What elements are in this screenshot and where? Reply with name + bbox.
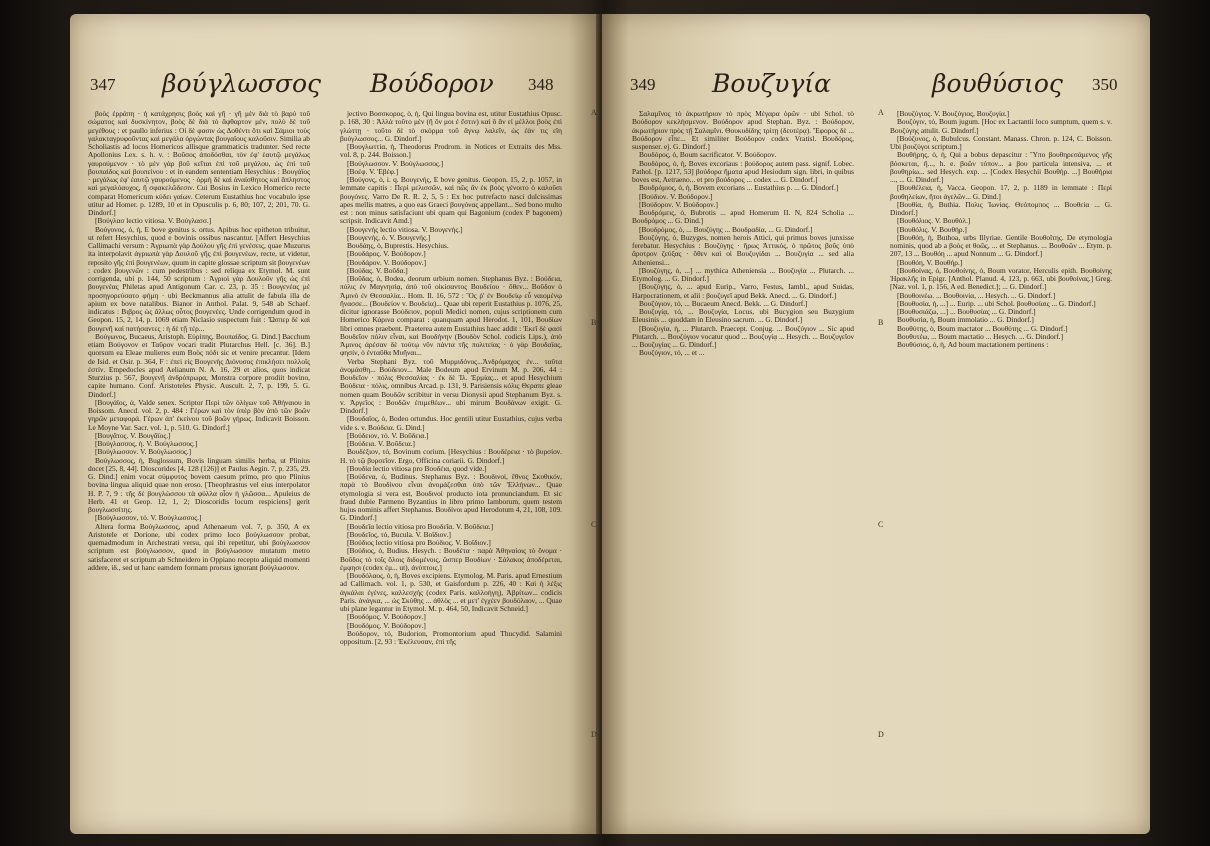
- dictionary-entry: [Βουγενής, ὁ. V. Βουγενής.]: [347, 232, 431, 242]
- page-number-348: 348: [528, 75, 554, 94]
- dictionary-entry: Βούγονος, ὁ, ἡ, E bove genitus s. ortus. Apibus hoc epitheton tribuitur, ut refert Hesychius, quod e bovinis ossibus nascantur. [Affert Hesychius Callimachi versum : Ἀγριωπὰ γὰρ Δούλου γῆς ἐπὶ γενέσεις, quae Muzurus ita interpolavit ἀγριωπὰ γὰρ Δουλοῦ γῆς ἐπὶ βουγενέων, recte, ut videtur, reposito γῆς ἐπὶ βουγενέων, quum in capite glossae scriptum sit βουγενέων : codex βουγενῶν : cum pedestribus : sed reliqua ex Etymol. M. sunt corrigenda, ubi p. 144, 50 scriptum : Ἀγριοὶ γὰρ Δουλοῦν γῆς ὡς ἐπὶ βουγενέας Philetas apud Antigonum Car. c. 23, p. 35 : Βουγενέας μὲ προσηγορεύσατο φήμη · ubi Beckmannus alia attulit de fabula illa de apium ex bove natalibus. Bianor in Anthol. Palat. 9, 548 ab Schaef. indicatus : Βιβρος ὡς ἄλλως οὗτος βουγενέες. Unde corrigendum quod in Geopon. 15, 2, 14, p. 1069 etiam Niclasio suspectum fuit : Ὥσπερ δὲ καὶ βουγενῆ καὶ πατήσαντες : ἡ δὲ τῇ τέρ...: [88, 224, 310, 333]
- dictionary-entry: [Βούγλωσσον, τό. V. Βούγλωσσος.]: [95, 513, 202, 523]
- dictionary-entry: [Βουζυγία, ἡ, ... Plutarch. Praecept. Conjug. ... Βουζύγιον ... Sic apud Plutarch. ... Βουζύγιον vocatur quod ... Βουζυγίᾳ ... Hesych. ... Βουζυγεῖον ... Βουζυγίας ... G. Dindorf.]: [632, 323, 854, 349]
- dictionary-entry: [Βουθόη, V. Βουθήρ.]: [897, 257, 963, 267]
- dictionary-entry: jectivo Βοσσκορος, ὁ, ἡ, Qui lingua bovina est, utitur Eustathius Opusc. p. 168, 30 : Ἀλλὰ τοῦτο μὲν (ἢ ὅν μοι ἐ ἔστιν) καὶ ὅ ἄν εἰ μέλλοι βοὸς ἐπὶ γλώττῃ · τοῦτο δὲ τὸ σκόρμα τοῦ ἄγνῳ λαλεῖν, ὡς ἐὰν τις εἴη βούγλωσσος... G. Dindorf.]: [340, 110, 562, 143]
- dictionary-entry: [Βουθόη, ἡ, Buthoa, urbs Illyriae. Gentile Βουθοΐτης. De etymologia nominis, quod ab a βοὸς et θοῶς, ... et Stephanus. ... Βουθοῶν ... Etym. p. 207, 13 ... Βουθόη ... apud Nonnum ... G. Dindorf.]: [890, 232, 1112, 259]
- page-number-349: 349: [630, 75, 656, 94]
- dictionary-entry: Verba Stephani Byz. τοῦ Μυρμιδόνος...Ἀνδρόμαχος ἐν... ταῦτα ἀνομάσθη... Βούδειον... Male Bodeum apud Ervinum M. p. 206, 44 : Βουδεῖον · πόλις Θεσσαλίας · ἐκ δὲ Ἰλ. Ἐρμίας... et apud Hesychium Βούδεια · πόλις, omnibus Arcad. p. 131, 9. Parisiensis κόλις Θεραπε gleae nomen quam Βουδῶν scribitur in versu Dionysii apud Stephanum Byz. s. v. Ἀργεῖος : Βουδῶν ἐπιμεθέων... ubi mirum Βουδάνων exigit. G. Dindorf.]: [340, 356, 562, 415]
- dictionary-entry: [Βουθέλεια, ἡ, Vacca. Geopon. 17, 2, p. 1189 in lemmate : Περὶ βουθηλείων, ἤτοι ἀγελῶν... G. Dind.]: [890, 183, 1112, 201]
- dictionary-entry: [Βουθία, ἡ, Buthia. Πολις Ἰωνίας. Θεόπομπος ... Βουθεία ... G. Dindorf.]: [890, 199, 1112, 217]
- dictionary-entry: Βουζύγιον, τό, ... Bucaeum Anecd. Bekk. ... G. Dindorf.]: [639, 298, 808, 308]
- dictionary-entry: [Βουζύγιος. V. Βουζύγιος, Βουζυγία.]: [897, 110, 1010, 118]
- dictionary-entry: [Βούγονς, ὁ, i. q. Βουγενής, E bove genitus. Geopon. 15, 2, p. 1057, in lemmate capitis : Περὶ μελισσῶν, καὶ πῶς ἂν ἐκ βοὸς γένοιτο ὁ καλοῦσι βουγόνες. Varro De R. R. 2, 5, 5 : Ex hoc putrefacto nasci dulcissimas apes mellis matres, a quo eas Graeci βουγόνας appellant... Sed bono multo est : non minus satisfaciunt ubi quam qui Bagonium (codex Ρ bagonem) scripsit. Indicavit Amd.]: [340, 175, 562, 226]
- dictionary-entry: [Βούγλασ lectio vitiosa. V. Βούγλασσ.]: [95, 216, 212, 226]
- dictionary-entry: Βούγλωσσος, ἡ, Buglossum, Bovis linguam similis herba, ut Plinius docet [25, 8, 44]. Dioscorides [4, 128 (126)] et Paulus Aegin. 7, p. 235, 29. G. Dind.] enim vocat σύμφυτος bovem caesum primo, pro quo Plinius bovina lingua aliquid quae non eroso. [Theophrastus vel eius interpolator H. P. 7, 9 : τῆς δὲ βουγλώσσου τὰ φύλλα οἷον ἡ γλῶσσα... Apuleius de Herb. 41 et Geop. 12, 1, 2; Dioscoridis locum respiciens] gerit βουγλωσσίτης.: [88, 455, 310, 514]
- margin-marker-right-d: D: [878, 730, 884, 739]
- dictionary-entry: Βούγωνος, Bucaeus, Aristoph. Εὐρίπης, Βουπαίδος. G. Dind.] Bacchum etiam Βούγονον et Ταῦρον vocari tradit Plutarchus Hell. [c. 36]. B.] quorsum ea Eleae mulieres eum Βοὸς πόδι sic et venire precantur. [Idem de Isid. et Osir. p. 364, F : ἐπεὶ εἰς Βουγενὴς Διόνυσος ἐπικλήσει πολλοῖς ἐστίν. Empedocles apud Aelianum N. A. 16, 29 et alios, quos indicat Sturzius p. 567, βουγενῆ ἀνδρόπρωρα, Monstra corpore prodiit bovino, capite humano. Conf. Aristoteles Physic. Auscult. 2, 7, p. 199, 5. G. Dindorf.]: [88, 331, 310, 399]
- dictionary-entry: [Βουγᾶτος. V. Βουγᾶϊος.]: [95, 430, 171, 440]
- dictionary-entry: Βουζυγίᾳ, τό, ... Βουζυγία, Locus, ubi Bucygion seu Buzygium Eleusinis ... quoddam in Eleusino sacrum. ... G. Dindorf.]: [632, 307, 854, 325]
- dictionary-entry: [Βουθόλις. V. Βουθήρ.]: [897, 224, 967, 234]
- margin-marker-left-d: D: [591, 730, 597, 739]
- dictionary-entry: [Βουθυσιάζω, ...] ... Βουθυσίας ... G. Dindorf.]: [897, 307, 1036, 316]
- dictionary-entry: Βουδόρος, ὁ, ἡ, Boves excoriaus : βούδορος autem pass. signif. Lobec. Pathol. [p. 1217, 53] βούδορα ἤματα apud Hesiodum sign. libri, in quibus boves est, Aetraeno... et pro βούδορος ... codex ... G. Dindorf.]: [632, 158, 854, 184]
- dictionary-entry: [Βουδάρος. V. Βούδορον.]: [347, 249, 426, 259]
- dictionary-entry: [Βουγενής lectio vitiosa. V. Βουγενής.]: [347, 224, 463, 234]
- right-page: [602, 14, 1150, 834]
- dictionary-entry: Βουθυσία, ἡ, Boum immolatio ... G. Dindorf.]: [897, 315, 1034, 325]
- dictionary-entry: [Βούδας. V. Βοῦδα.]: [347, 265, 408, 275]
- left-page-column-2: [340, 110, 562, 828]
- dictionary-entry: [Βουδρόμος, ὁ, ... Βουζύγης ... Βουδραδία, ... G. Dindorf.]: [639, 224, 813, 234]
- dictionary-entry: [Βούγλωσσον. V. Βούγλωσσος.]: [95, 447, 192, 457]
- page-number-350: 350: [1092, 75, 1118, 94]
- right-page-header: [602, 69, 1150, 99]
- dictionary-entry: Βουθύσιος, ὁ, ἡ, Ad boum mactationem pertinens :: [897, 340, 1049, 349]
- dictionary-entry: [Βούδεια. V. Βοῦδεια.]: [347, 439, 416, 448]
- dictionary-entry: [Βουγάϊος, ἁ, Valde senex. Scriptor Περὶ τῶν ὀλίγων τοῦ Ἀθήναιου in Boissom. Anecd. vol. 2, p. 484 : Γέρων καὶ τὸν ὑπὲρ βὸν ἀπὸ τῶν βοῶν γηρῶν μεταφορά. Γέρων ἀπ' ἐκείνου τοῦ βοῶν γήρως. Indicavit Boisson. Le Moyne Var. Sacr. vol. 1, p. 510. G. Dindorf.]: [88, 397, 310, 432]
- margin-marker-left-a: A: [591, 108, 597, 117]
- dictionary-entry: Βούδορον, τό, Budorion, Promontorium apud Thucydid. Salamini oppositum. [2, 93 : Ἐκέλευσαν, ἐπὶ τῆς: [340, 628, 562, 646]
- dictionary-entry: [Βούζυνος, ὁ, Bubulcus. Constant. Manass. Chron. p. 124, C. Boisson. Ubi βουζύγοι scriptum.]: [890, 133, 1112, 151]
- dictionary-entry: [Βουδόμος. V. Βούδορον.]: [347, 620, 426, 630]
- dictionary-entry: Βουζύγιν, τό, Boum jugum. [Hoc ex Lactantii loco sumptum, quem s. v. Βουζύγης attulit. G. Dindorf.]: [890, 117, 1112, 135]
- running-headword-left: βούγλωσσος: [162, 69, 322, 98]
- dictionary-entry: [Βοῦδας, ὁ, Bodea, deorum urbium nomen. Stephanus Byz. : Βούδεια, πόλις ἐν Μαγνησίᾳ, ἀπὸ τοῦ οἰκίσαντος Βουδείου · ὅθεν... Βοῦδον ὁ Ἀμινὸ ἐν Θεσσαλία... Hom. Il. 16, 572 : Ὃς ῥ' ἐν Βουδείῳ εὖ ναιομένῳ ἤνασσε... (Βουδείον v. Βουδεία)... Quae ubi reperit Eustathius p. 1076, 25, dicitur ignorasse Βούδειον, populi Medici nomen, cujus scriptionem cum Homerico Κάρινα comparat : quanquam apud Herodot. 1, 101, Βουδίων libri omnes praebent. Praeterea autem Eustathius haec addit : Ἐκεῖ δὲ φασὶ Βουδεῖον πόλιν εἶναι, καὶ Βουδήνην (Βουδὸν Schol. codicis Lips.), ἀπὸ Ἀμινος ἀρέσαν δὲ τούτῳ νῦν πάντα τῆς πολιτείας · ὁ γὰρ Βουδαΐας, φησίν, ὁ ἐνταῦθα Μυῆναι...: [340, 274, 562, 358]
- right-page-column-2: [890, 110, 1112, 828]
- dictionary-entry: Βουδρόμεις, ὁ, Bubrotis ... apud Homerum II. N, 824 Scholia ... Βουδρόμος ... G. Dind.]: [632, 208, 854, 226]
- dictionary-entry: Βουζύγιον, τό, ... et ...: [639, 348, 705, 358]
- dictionary-entry: [Βούδιον. V. Βούδορον.]: [639, 191, 713, 201]
- dictionary-entry: [Βουδεῖα lectio vitiosa pro Βουδεῖα. V. Βοῦδεια.]: [347, 521, 494, 531]
- right-page-column-1: [632, 110, 854, 828]
- dictionary-entry: [Βοέφ. V. Ἐβέφ.]: [347, 166, 399, 176]
- dictionary-entry: [Βουθοινέω. ... Βουθοινία, ... Hesych. ... G. Dindorf.]: [897, 290, 1056, 300]
- dictionary-entry: [Βούγλωσσον. V. Βούγλωσσος.]: [347, 158, 444, 168]
- left-page-column-1: [88, 110, 310, 828]
- dictionary-entry: [Βούδενα, ὁ, Budinus. Stephanus Byz. : Βουδινοί, ἔθνος Σκυθικόν, παρὰ τὸ Βουδίνου εἶναι ἀνομάζεσθαι ὑπὸ τῶν Ἑλλήνων... Quae etymologia si vera est, Βουδινοί producto iota pronunciandum. Et sic fraud dubie Parmeno Byzantius in libro primo Iamborum, quem testem hujus nominis affert Stephanus. Βουδίνοι apud Herodotum 4, 21, 108, 109. G. Dindorf.]: [340, 472, 562, 523]
- dictionary-entry: Βουδρόμιος, ὁ, ἡ, Bovem excorians ... Eustathius p. ... G. Dindorf.]: [639, 183, 839, 193]
- dictionary-entry: [Βουθυσία, ἡ, ...] ... Eurip. ... ubi Schol. βουθυσίαις ... G. Dindorf.]: [897, 298, 1096, 308]
- dictionary-entry: [Βούγλασσος, ἡ. V. Βούγλωσσος.]: [95, 439, 198, 448]
- dictionary-entry: [Βουθοίνας, ὁ, Βουθοίνης, ὁ, Boum vorator, Herculis epith. Βουθοίνης Ἡρακλῆς in Epigr. [Anthol. Planud. 4, 123, p. 663, ubi βουθοίνας.] Greg. [Naz. vol. 1, p. 156, A ed. Benedict.]; ... G. Dindorf.]: [890, 265, 1112, 292]
- margin-marker-left-c: C: [591, 520, 597, 529]
- margin-marker-right-c: C: [878, 520, 884, 529]
- page-number-347: 347: [90, 75, 116, 94]
- dictionary-entry: Βουζύγης, ὁ, Buzyges, nomen herois Attici, qui primus boves junxisse ferebatur. Hesychius : Βουζύγης · ἥρως Ἀττικός, ὁ πρῶτος βοῦς ὑπὸ ἄροτρον ζεύξας · ὅθεν καὶ οἱ Βουζυγίδαι ... Βουζυγία ... sed alia Atheniensi...: [632, 232, 854, 267]
- dictionary-entry: [Βουζύγης, ὁ, ... apud Eurip., Varro, Festus, Iambl., apud Suidas, Harpocrationem, et alii : βουζυγεῖ apud Bekk. Anecd. ... G. Dindorf.]: [632, 282, 854, 300]
- left-page-header: [70, 69, 600, 99]
- dictionary-entry: [Βουδάρον. V. Βούδορον.]: [347, 257, 427, 267]
- dictionary-entry: [Βουθόλιος. V. Βουθόλ.]: [897, 216, 971, 226]
- dictionary-entry: [Βούδορον. V. Βούδορον.]: [639, 199, 718, 209]
- dictionary-entry: Βουθύτης, ὁ, Boum mactator ... Βουθύτης ... G. Dindorf.]: [897, 323, 1068, 333]
- margin-marker-left-b: B: [591, 318, 597, 327]
- running-headword-right: βουθύσιος: [932, 69, 1063, 98]
- dictionary-entry: [Βούδιος, ὁ, Budius. Hesych. : Βουδέτα · παρὰ Ἀθηναίοις τὸ ὄνομα · Βοῦδος τὸ τοῖς ὄλοις διδομένοις, ὥσπερ Βουδίων · Σάλακος ἀποδέρεται, ἐμφησι (codex ἐμ... ut), ἀνύπτοις.]: [340, 546, 562, 572]
- dictionary-entry: [Βουζύγης, ὁ, ...] ... mythica Atheniensia ... Βουζυγία ... Plutarch. ... Etymolog. ... G. Dindorf.]: [632, 265, 854, 283]
- dictionary-entry: Βουδέξιον, τό, Bovinum corium. [Hesychius : Βουδέρεια · τὸ βυρσίον. H. τὸ τῷ βυρσεῖον. Ergo, Officina coriarii. G. Dindorf.]: [340, 447, 562, 465]
- dictionary-entry: Βουθυτέω, ... Boum mactatio ... Hesych. ... G. Dindorf.]: [897, 331, 1064, 341]
- running-headword-right: Βούδορον: [370, 69, 494, 98]
- dictionary-entry: [Βουγλωττία, ἡ, Theodorus Prodrom. in Notices et Extraits des Mss. vol. 8, p. 244. Boisson.]: [340, 142, 562, 160]
- dictionary-entry: [Βούδιος lectio vitiosa pro Βούδιος. V. Βοΐδιον.]: [347, 538, 491, 547]
- dictionary-entry: [Βουδεῖος, τό, Bucula. V. Βοΐδιον.]: [347, 529, 452, 539]
- dictionary-entry: Altera forma Βούγλωσσος, apud Athenaeum vol. 7, p. 350, A ex Aristotele et Dorione, ubi codex primo loco βούγλωσσον probat, quemadmodum in Archestrati versu, qui ibi repetitur, ubi βούγλωσσον scriptum est βούγλωσσον, quod in βούγλωσσον mutatum metro satisfaceret et scriptum ab Schneidero in Oppiano recepto aliquid momenti addere, ἰδ., sed ut hanc eamdem formam prorsus ignorant βούγλωσσον.: [88, 521, 310, 572]
- dictionary-entry: Σαλαμῖνος τὸ ἀκρωτήριον τὸ πρὸς Μέγαρα ὁρῶν · ubi Schol. τὸ Βούδορον κεκλήσμενον. Βούδορον apud Stephan. Byz. : Βούδορον, ἀκρωτήριον πρὸς τῇ Σαλαμῖνι. Θουκυδίδης τρίτῃ (δευτέρᾳ). Ἔφορος δὲ ... Βούδορον εἶπε... Et similiter Βούδορον codex Vratisl. Βουδόρος, suspenser. ej. G. Dindorf.]: [632, 110, 854, 151]
- margin-marker-right-a: A: [878, 108, 884, 117]
- dictionary-entry: [Βούδειον, τό. V. Βοῦδεια.]: [347, 430, 429, 440]
- left-page: [70, 14, 600, 834]
- dictionary-entry: Βουθήρης, ὁ, ἡ, Qui a bobus depascitur : Ὕπο βουθηρεσάμενος γῆς βόσκεται, ἢ..., h. e. βοῶν τόπον... a βου particula intensiva, ... et βουθηρίω... sed Hesych. exp. ... [Codex Hesychii Βουθήρ. ...] Βουθήρια ..., ... G. Dindorf.]: [890, 150, 1112, 184]
- dictionary-entry: [Βουδόλαος, ὁ, ἡ, Boves excipiens. Etymolog. M. Paris. apud Ernestium ad Callimach. vol. 1, p. 530, et Gaisfordum p. 226, 40 : Καὶ ἡ λέξις ἀγκάλαι ἐγένες, καλλεσχής (codex Paris. καλλοήγη), Ἀβρίτων... codicis Paris. ἀνάγκα, ... ὡς Σκύθης ... ἀθλὸς ... et μετ' ἐγχέεν βουδόλαον, ... Quae ubi plane legantur in Etymol. M. p. 464, 50, Indicavit Schneid.]: [340, 571, 562, 613]
- running-headword-left: Βουζυγία: [712, 69, 831, 98]
- dictionary-entry: βοὸς ἐρράπη · ἡ κατάχρησις βοὸς καὶ γῆ · γῆ μὲν διὰ τὸ βαρύ τοῦ σώματος καὶ δυσκίνητον, βοὸς δὲ διὰ τὸ ἄφθαρτον μέν, πολὺ δὲ τοῦ μεγέθους : et paullo inferius : Οἱ δὲ φασιν ὡς Δοθέντι ὅτι καὶ Σάμιοι τοὺς γαλακταγρυφοῦντας καὶ μεγάλα ὀργώντας βουγαΐους καλοῦσιν. Similia ab Scholiastis ad locos Homericos allisque grammaticis tradunter. Sed recte Apollonius Lex. s. h. v. : Βοῦσος ἀποδόσθαι, τὸν ἐφ' ἑαυτῷ μεγάλως γαυρούμενον · τὸ μὲν γὰρ βοῦ κεῖται ἐπὶ τοῦ μεγάλου, ὡς ἐπὶ τοῦ βουπαίδος καὶ βουπείνου : et in eandem sententiam Hesychius : Βουγάϊος · μεγάλως ἐφ' ἑαυτῷ γαυρούμενος · ὁρμὴ δὲ καὶ ἀναίσθητος καὶ ἄπληστος καὶ μεγαλόαυχος, ἢ σφακελῶδεσιν. Cui Bosius in Lexico Homerico recte comparat Homericum κύδει γαίων. Ceterum Eustathius hoc vocabulo ipse utitur ad Homer. p. 1289, 10 et in Opusculis p. 6, 80; 107, 2; 201, 70. G. Dindorf.]: [88, 110, 310, 217]
- dictionary-entry: [Βουδόμος. V. Βούδορον.]: [347, 612, 426, 622]
- dictionary-entry: [Βουδία lectio vitiosa pro Βουδέια, quod vide.]: [347, 463, 487, 473]
- dictionary-entry: [Βουδαΐος, ὁ, Bodeo ortundus. Hoc gentili utitur Eustathius, cujus verba vide s. v. Βούδεια. G. Dind.]: [340, 414, 562, 432]
- dictionary-entry: Βουδάης, ὁ, Buprestis. Hesychius.: [347, 241, 449, 250]
- dictionary-entry: Βουδόρος, ὁ, Boum sacrificator. V. Βούδορον.: [639, 150, 777, 160]
- margin-marker-right-b: B: [878, 318, 884, 327]
